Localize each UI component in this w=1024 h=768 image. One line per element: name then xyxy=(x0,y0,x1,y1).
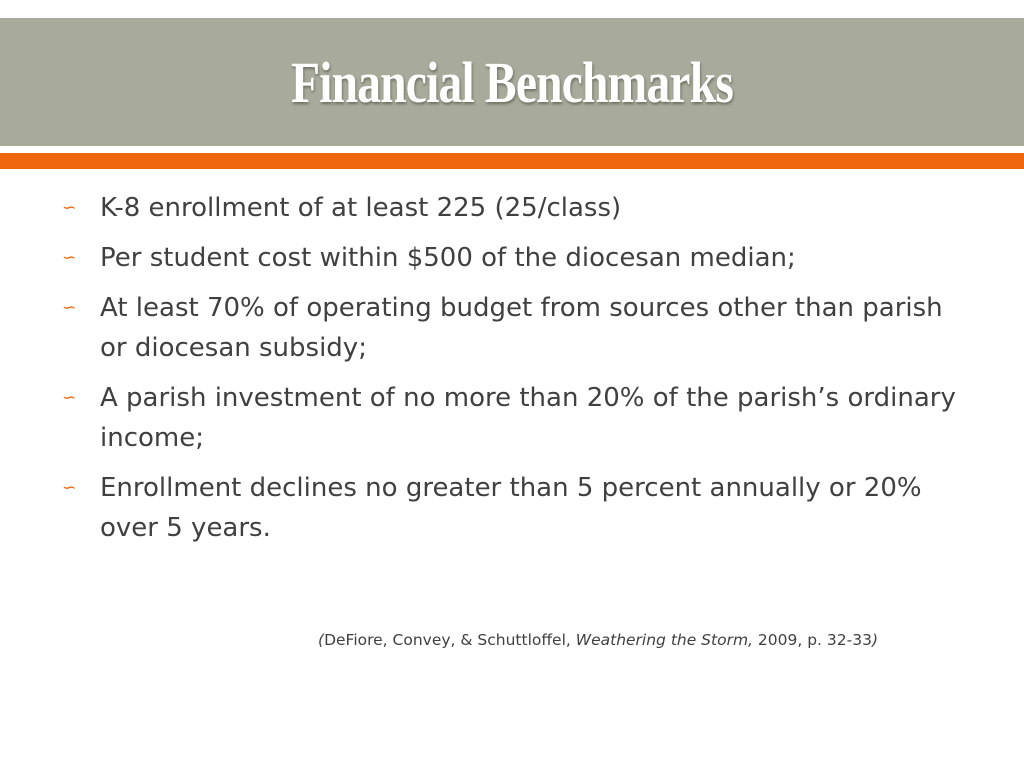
bullet-icon: ∽ xyxy=(62,198,77,218)
bullet-icon: ∽ xyxy=(62,298,77,318)
citation-work-title: Weathering the Storm, xyxy=(575,631,753,649)
bullet-item xyxy=(58,288,958,368)
citation-details: 2009, p. 32-33 xyxy=(752,631,872,649)
citation xyxy=(318,628,958,652)
bullet-icon: ∽ xyxy=(62,478,77,498)
bullet-icon: ∽ xyxy=(62,388,77,408)
bullet-text: A parish investment of no more than 20% of the parish’s ordinary income; xyxy=(100,383,956,453)
citation-close-paren: ) xyxy=(871,631,879,649)
bullet-item xyxy=(58,238,958,278)
bullet-text: Per student cost within $500 of the diocesan median; xyxy=(100,243,796,273)
bullet-item xyxy=(58,378,958,458)
bullet-text: At least 70% of operating budget from sources other than parish or diocesan subsidy; xyxy=(100,293,943,363)
bullet-text: K-8 enrollment of at least 225 (25/class) xyxy=(100,193,622,223)
bullet-text: Enrollment declines no greater than 5 percent annually or 20% over 5 years. xyxy=(100,473,922,543)
bullet-icon: ∽ xyxy=(62,248,77,268)
citation-open-paren: ( xyxy=(318,631,325,649)
title-divider-thin xyxy=(0,149,1024,152)
bullet-item xyxy=(58,188,958,228)
title-divider-accent xyxy=(0,153,1024,169)
bullet-list xyxy=(58,188,958,558)
citation-authors: DeFiore, Convey, & Schuttloffel, xyxy=(324,631,576,649)
bullet-item xyxy=(58,468,958,548)
slide-title: Financial Benchmarks xyxy=(290,49,734,115)
